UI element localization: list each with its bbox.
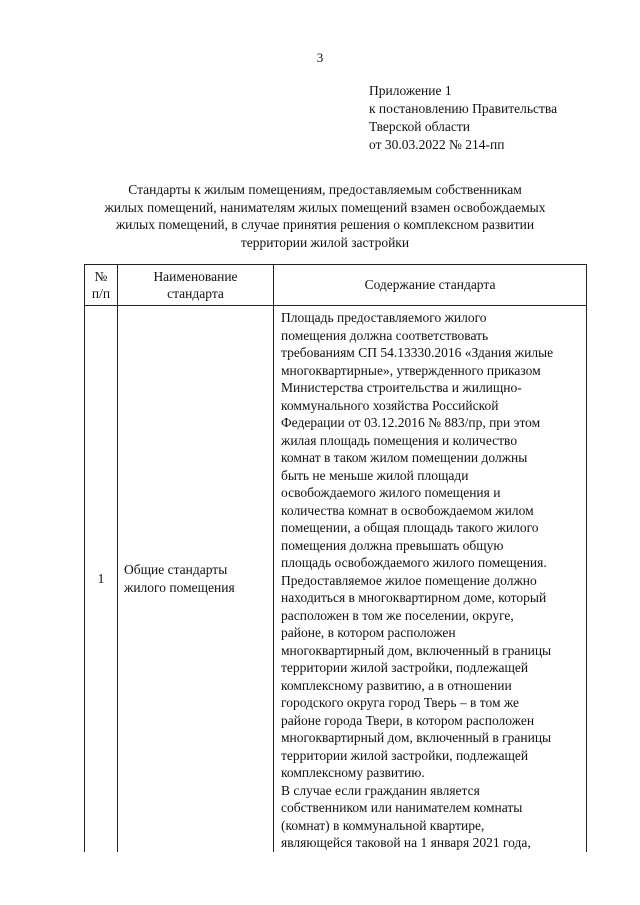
row-content — [274, 306, 587, 852]
title-line: территории жилой застройки — [240, 234, 410, 250]
content-line: В случае если гражданин является — [281, 782, 480, 798]
document-title — [84, 181, 566, 251]
content-line: находиться в многоквартирном доме, который — [281, 590, 547, 605]
content-line: многоквартирные», утвержденного приказом — [281, 362, 541, 378]
content-line: комнат в таком жилом помещении должны — [281, 450, 528, 465]
table-header-row — [85, 265, 587, 306]
content-line: расположен в том же поселении, округе, — [281, 607, 514, 623]
content-line: собственником или нанимателем комнаты — [281, 800, 523, 815]
appendix-block — [369, 82, 557, 154]
header-number: № п/п — [85, 265, 118, 306]
appendix-line: Приложение 1 — [369, 83, 452, 98]
content-line: (комнат) в коммунальной квартире, — [281, 817, 485, 833]
content-line: помещении, а общая площадь такого жилого — [281, 520, 539, 535]
content-line: Федерации от 03.12.2016 № 883/пр, при этом — [281, 415, 541, 430]
content-line: районе города Твери, в котором расположен — [281, 712, 535, 728]
title-line: жилых помещений, нанимателям жилых помещений взамен освобождаемых — [104, 199, 546, 215]
standards-table — [84, 264, 587, 852]
row-number: 1 — [85, 306, 118, 852]
content-line: площадь освобождаемого жилого помещения. — [281, 555, 547, 570]
page-number: 3 — [316, 50, 324, 65]
appendix-line: Тверской области — [369, 119, 470, 134]
content-line: коммунального хозяйства Российской — [281, 397, 499, 413]
content-line: количества комнат в освобождаемом жилом — [281, 502, 534, 518]
header-content: Содержание стандарта — [274, 265, 587, 306]
title-line: Стандарты к жилым помещениям, предоставляемым собственникам — [128, 182, 522, 197]
content-line: помещения должна превышать общую — [281, 537, 504, 553]
content-line: территории жилой застройки, подлежащей — [281, 747, 529, 763]
appendix-line: к постановлению Правительства — [369, 101, 558, 116]
content-line: многоквартирный дом, включенный в границы — [281, 642, 552, 658]
content-line: районе, в котором расположен — [281, 625, 456, 640]
header-name: Наименование стандарта — [118, 265, 274, 306]
content-line: жилая площадь помещения и количество — [281, 432, 518, 448]
table-row — [85, 306, 587, 852]
content-line: являющейся таковой на 1 января 2021 года, — [281, 835, 531, 850]
row-name: Общие стандарты жилого помещения — [118, 306, 274, 852]
content-line: территории жилой застройки, подлежащей — [281, 660, 529, 675]
content-line: требованиям СП 54.13330.2016 «Здания жилые — [281, 345, 554, 360]
content-line: Министерства строительства и жилищно- — [281, 380, 522, 395]
content-line: Предоставляемое жилое помещение должно — [281, 572, 537, 588]
content-line: многоквартирный дом, включенный в границы — [281, 730, 552, 745]
content-line: Площадь предоставляемого жилого — [281, 310, 487, 325]
content-line: комплексному развитию, а в отношении — [281, 677, 512, 693]
content-line: городского округа город Тверь – в том же — [281, 695, 520, 710]
content-line: освобождаемого жилого помещения и — [281, 485, 501, 500]
appendix-line: от 30.03.2022 № 214-пп — [369, 137, 505, 152]
content-line: комплексному развитию. — [281, 765, 425, 780]
content-line: быть не меньше жилой площади — [281, 467, 469, 483]
content-line: помещения должна соответствовать — [281, 327, 489, 343]
title-line: жилых помещений, в случае принятия решения о комплексном развитии — [115, 217, 535, 232]
